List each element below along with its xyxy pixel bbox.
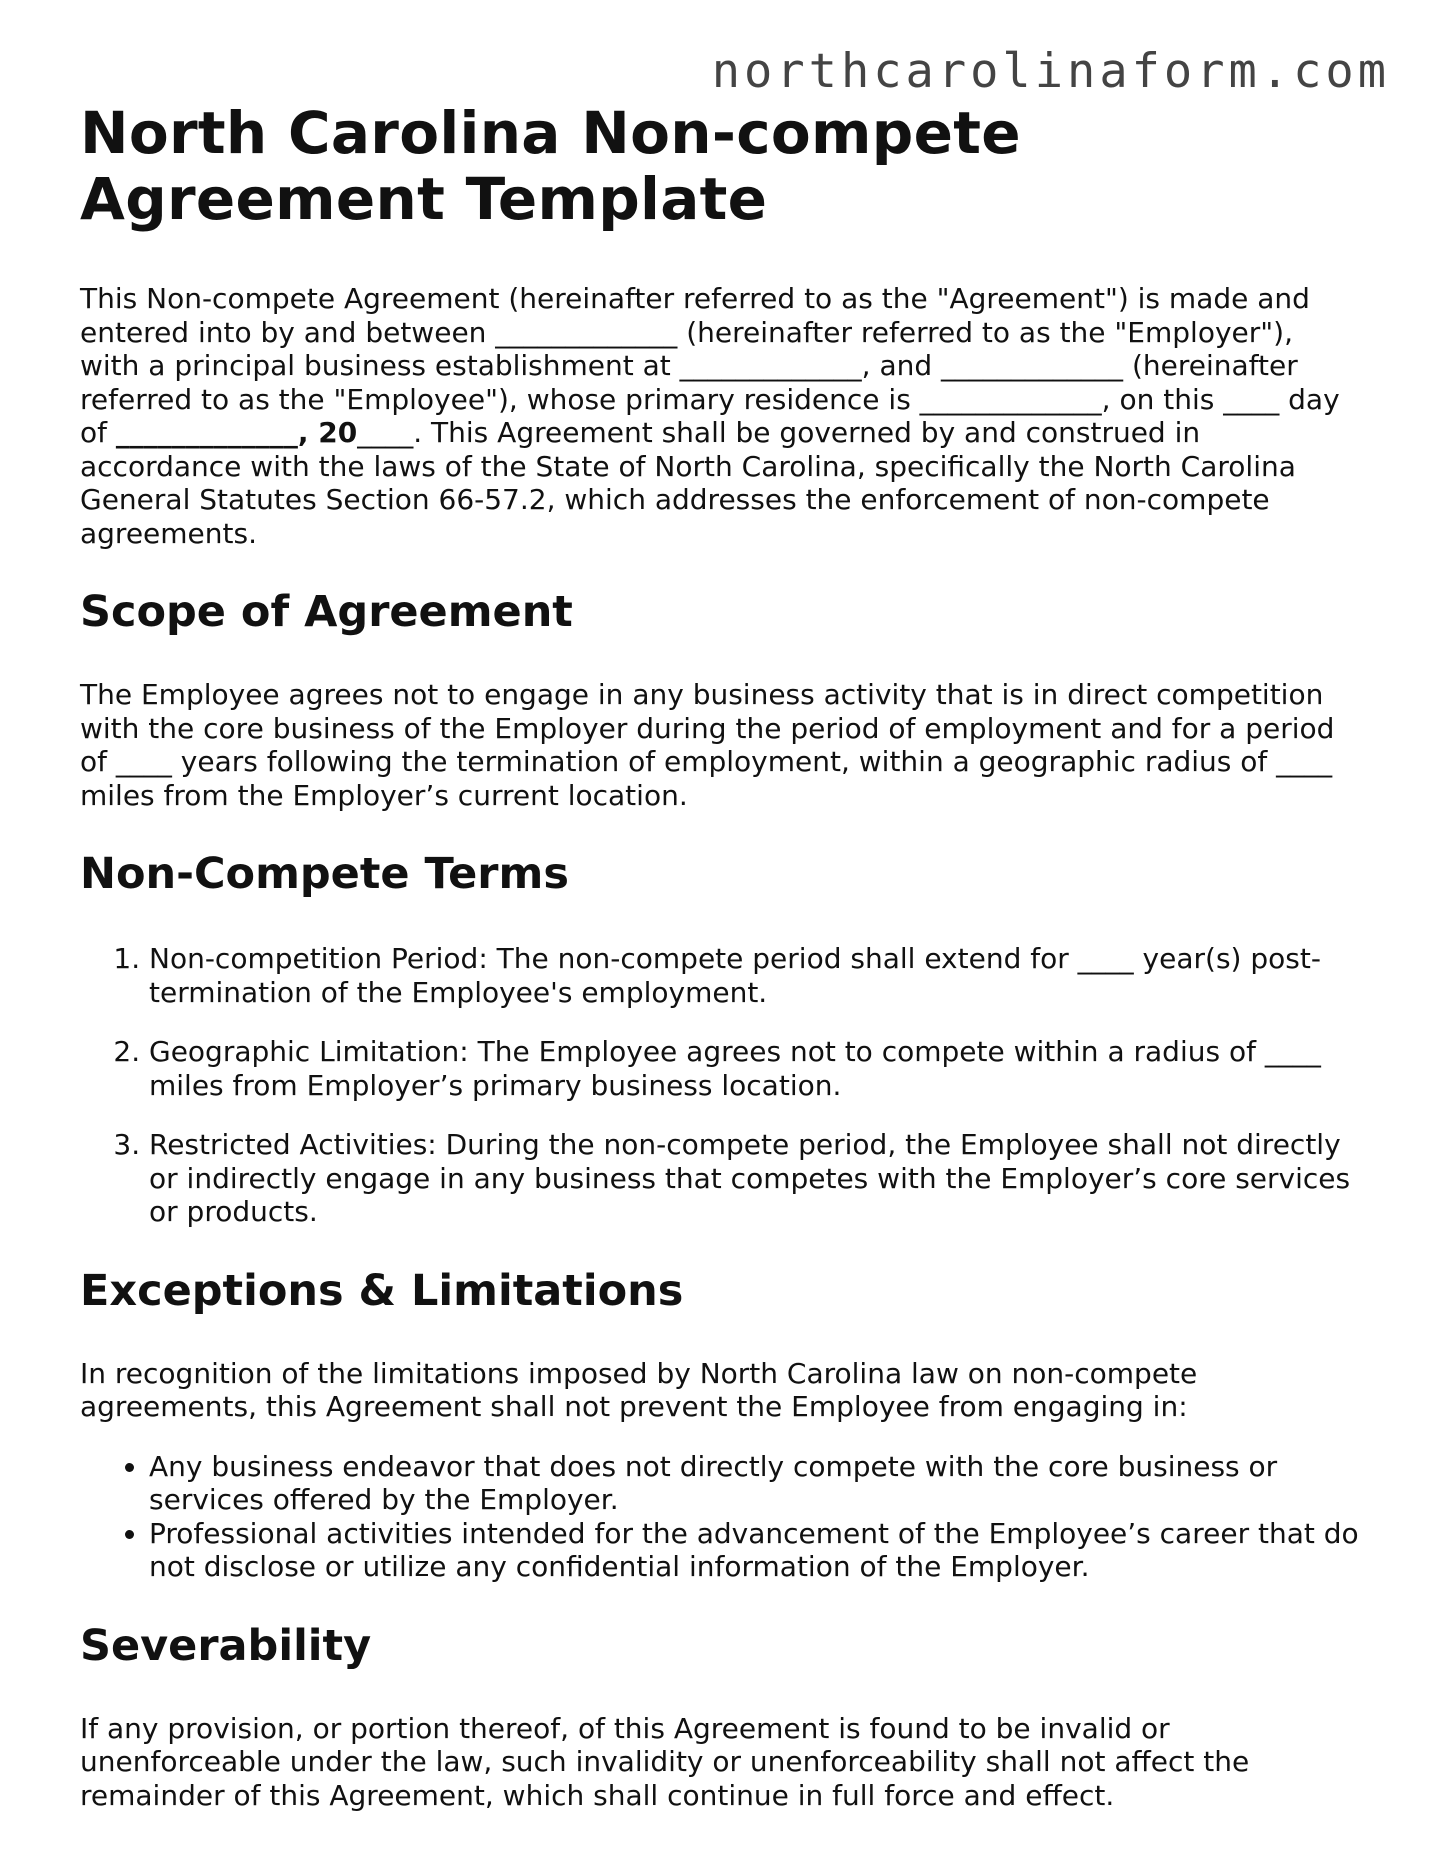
severability-heading: Severability [80, 1620, 372, 1671]
exceptions-paragraph: In recognition of the limitations imposed by North Carolina law on non-compete agreements, this Agreement shall not prevent the Employee from engaging in: [80, 1356, 1198, 1423]
intro-date-bold: _____________, 20 [115, 416, 358, 449]
exceptions-heading: Exceptions & Limitations [80, 1265, 684, 1316]
exceptions-item: • Any business endeavor that does not directly compete with the core business or services offered by the Employer. [149, 1450, 1360, 1517]
intro-text-2: ____. This Agreement shall be governed by and construed in accordance with the laws of the State of North Carolina, specifically the North Carolina General Statutes Section 66-57.2, which addresses the enforcement of non-compete agreements. [80, 416, 1296, 550]
terms-item: 1. Non-competition Period: The non-compete period shall extend for ____ year(s) post-termination of the Employee's employment. [149, 942, 1360, 1009]
severability-paragraph: If any provision, or portion thereof, of this Agreement is found to be invalid or unenforceable under the law, such invalidity or unenforceability shall not affect the remainder of this Agreement, which shall continue in full force and effect. [80, 1711, 1250, 1812]
title-line-2: Agreement Template [80, 165, 768, 233]
site-watermark: northcarolinaform.com [711, 44, 1390, 99]
terms-item: 2. Geographic Limitation: The Employee agrees not to compete within a radius of ____ miles from Employer’s primary business location. [149, 1035, 1360, 1102]
scope-heading: Scope of Agreement [80, 587, 573, 637]
intro-text-1: This Non-compete Agreement (hereinafter referred to as the "Agreement") is made and entered into by and between _____________ (hereinafter referred to as the "Employer"), with a principal business establishment at _____________, and _____________ (hereinafter referred to as the "Employee"), whose primary residence is _____________, on this ____ day of [80, 282, 1340, 449]
document-page [80, 100, 1360, 1812]
terms-heading: Non-Compete Terms [80, 849, 569, 899]
exceptions-list [80, 1450, 1360, 1584]
intro-paragraph [80, 282, 1360, 550]
terms-list [80, 942, 1360, 1229]
exceptions-item: • Professional activities intended for the advancement of the Employee’s career that do not disclose or utilize any confidential information of the Employer. [149, 1517, 1360, 1584]
scope-paragraph: The Employee agrees not to engage in any business activity that is in direct competition with the core business of the Employer during the period of employment and for a period of ____ years following the termination of employment, within a geographic radius of ____ miles from the Employer’s current location. [80, 678, 1335, 812]
document-title [80, 100, 1360, 232]
title-line-1: North Carolina Non-compete [80, 99, 1021, 167]
terms-item: 3. Restricted Activities: During the non-compete period, the Employee shall not directly or indirectly engage in any business that competes with the Employer’s core services or products. [149, 1128, 1360, 1229]
